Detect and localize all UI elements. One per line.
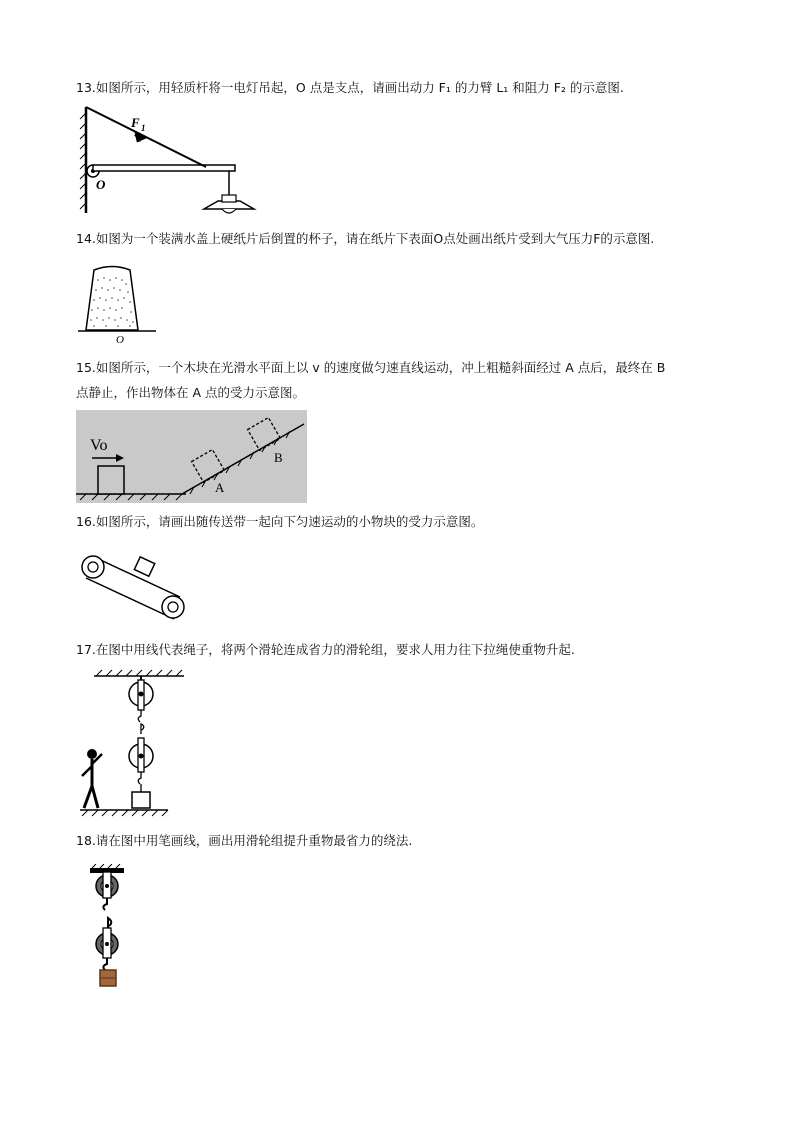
velocity-label: Vo	[90, 437, 108, 454]
question-14-text: 14.如图为一个装满水盖上硬纸片后倒置的杯子，请在纸片下表面O点处画出纸片受到大气压力F的示意图.	[76, 231, 655, 246]
inverted-cup-figure	[76, 260, 166, 345]
pulley-person-figure	[76, 668, 186, 820]
conveyor-figure	[76, 545, 191, 625]
point-b-label: B	[274, 450, 283, 465]
pulley-block-figure	[86, 864, 136, 992]
question-18-text: 18.请在图中用笔画线，画出用滑轮组提升重物最省力的绕法.	[76, 833, 413, 848]
question-15-line-1: 15.如图所示，一个木块在光滑水平面上以 v 的速度做匀速直线运动，冲上粗糙斜面经过 A 点后，最终在 B	[76, 360, 666, 375]
incline-block-figure	[76, 410, 307, 503]
small-block-icon	[134, 557, 154, 576]
block-icon	[98, 466, 124, 494]
question-13-text: 13.如图所示，用轻质杆将一电灯吊起，O 点是支点，请画出动力 F₁ 的力臂 L₁ 和阻力 F₂ 的示意图.	[76, 80, 624, 95]
lever-rod	[93, 165, 235, 171]
question-17-text: 17.在图中用线代表绳子，将两个滑轮连成省力的滑轮组，要求人用力往下拉绳使重物升起.	[76, 642, 575, 657]
lever-lamp-figure	[76, 105, 266, 217]
person-icon	[87, 749, 97, 759]
question-16-text: 16.如图所示，请画出随传送带一起向下匀速运动的小物块的受力示意图。	[76, 514, 484, 529]
cup-point-label: O	[116, 334, 124, 345]
rope-line	[86, 107, 206, 167]
force-f1-subscript: 1	[141, 123, 146, 133]
weight-box-icon	[132, 792, 150, 808]
force-f1-label: F	[131, 115, 140, 130]
point-a-label: A	[215, 480, 225, 495]
question-15-line-2: 点静止，作出物体在 A 点的受力示意图。	[76, 385, 305, 400]
pivot-label: O	[96, 177, 106, 192]
